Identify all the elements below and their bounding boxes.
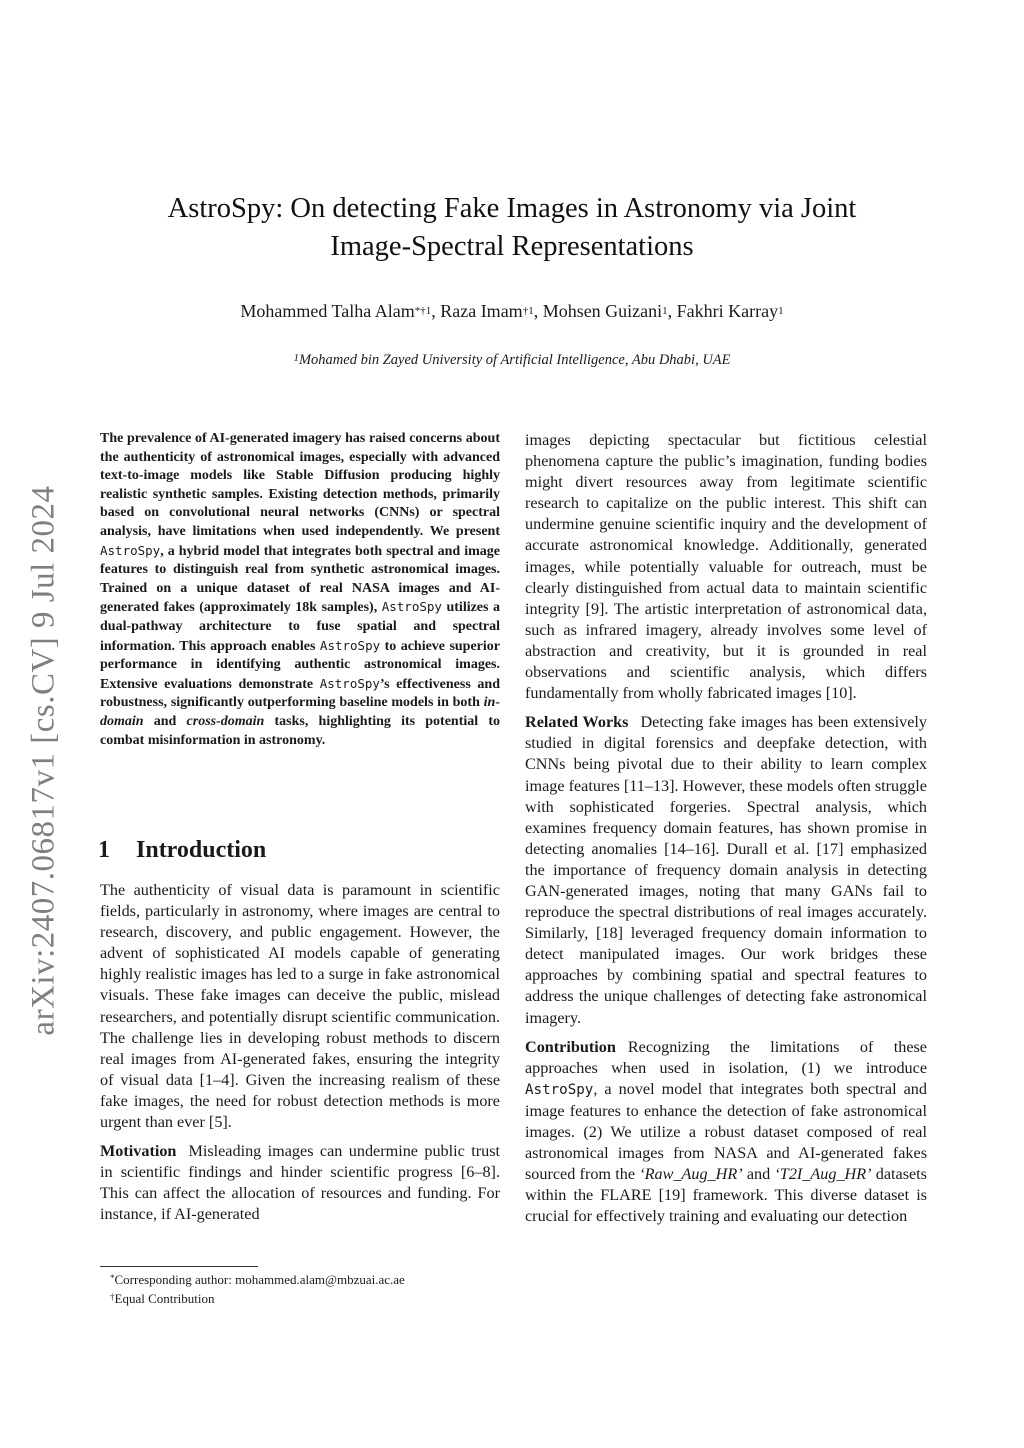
motivation-text: Misleading images can undermine public trust in scientific findings and hinder scientific progress [6–8]. This can affect the allocation of resources and funding. For instance, if AI-generated: [100, 1142, 500, 1224]
model-name: AstroSpy: [525, 1081, 594, 1098]
author-name: Mohammed Talha Alam: [240, 301, 415, 321]
contribution-text: , a novel model that integrates both spectral and image features to enhance the detection of fake astronomical images. (2) We utilize a robust dataset composed of real astronomical images from NASA and AI-generated fakes sourced from the: [525, 1079, 927, 1184]
model-name: AstroSpy: [381, 599, 442, 615]
dataset-name: ‘T2I_Aug_HR’: [774, 1165, 872, 1184]
affiliation: [100, 349, 924, 371]
footnote: [110, 1270, 500, 1289]
abstract-text: ’s effectiveness and robustness, significantly outperforming baseline models in both: [100, 676, 500, 711]
footnote-text: Corresponding author: mohammed.alam@mbzuai.ac.ae: [114, 1272, 405, 1287]
abstract-text: , a hybrid model that integrates both spectral and image features to distinguish real from synthetic astronomical images. Trained on a unique dataset of real NASA images and AI-generated fakes (approximately 18k samples),: [100, 543, 500, 616]
paper-title: [100, 190, 924, 266]
section-title: Introduction: [136, 837, 267, 863]
footnotes: [110, 1270, 500, 1308]
left-column-body: [100, 880, 500, 1234]
motivation-paragraph: [100, 1141, 500, 1225]
abstract-text: tasks, highlighting its potential to combat misinformation in astronomy.: [100, 713, 501, 748]
abstract-text: and: [143, 713, 187, 729]
dataset-name: ‘Raw_Aug_HR’: [639, 1165, 743, 1184]
related-works-paragraph: [525, 712, 927, 1028]
model-name: AstroSpy: [319, 675, 380, 691]
author-name: Fakhri Karray: [676, 301, 779, 321]
footnote-text: Equal Contribution: [114, 1291, 215, 1306]
abstract-emphasis: cross-domain: [186, 713, 265, 729]
author-mark: †1: [522, 305, 534, 317]
title-line-2: Image-Spectral Representations: [330, 231, 694, 262]
contribution-text: and: [742, 1165, 775, 1184]
footnote-mark: †: [110, 1292, 115, 1302]
motivation-heading: Motivation: [100, 1142, 177, 1161]
abstract: [100, 430, 500, 750]
title-line-1: AstroSpy: On detecting Fake Images in Astronomy via Joint: [167, 193, 857, 224]
arxiv-identifier: [16, 460, 72, 1060]
right-column-body: [525, 430, 927, 1235]
author-name: Raza Imam: [440, 301, 523, 321]
affiliation-mark: 1: [293, 352, 299, 364]
footnote: [110, 1289, 500, 1308]
contribution-heading: Contribution: [525, 1037, 616, 1056]
continuation-paragraph: images depicting spectacular but fictitious celestial phenomena capture the public’s imagination, funding bodies might divert resources away from legitimate scientific research to capitalize on the public interest. This shift can undermine genuine scientific inquiry and the development of accurate astronomical knowledge. Additionally, generated images, while potentially valuable for outreach, must be clearly distinguished from actual data to maintain scientific integrity [9]. The artistic interpretation of astronomical data, such as infrared imagery, already involves some level of abstraction and creativity, but it is grounded in real observations and scientific analysis, which differs fundamentally from wholly fabricated images [10].: [525, 431, 927, 703]
model-name: AstroSpy: [319, 637, 381, 653]
author-mark: 1: [778, 305, 784, 317]
contribution-text: datasets within the FLARE [19] framework. This diverse dataset is crucial for effectively training and evaluating our detection: [525, 1165, 927, 1226]
contribution-text: Recognizing the limitations of these approaches when used in isolation, (1) we introduce: [525, 1037, 927, 1077]
author-mark: *†1: [414, 305, 432, 317]
related-works-heading: Related Works: [525, 713, 629, 732]
footnote-rule: [100, 1266, 258, 1267]
section-number: 1: [98, 837, 110, 863]
related-works-text: Detecting fake images has been extensively studied in digital forensics and deepfake detection, with CNNs being pivotal due to their ability to learn complex image features [11–13]. However, these models often struggle with sophisticated forgeries. Spectral analysis, which examines frequency domain features, has shown promise in detecting anomalies [14–16]. Durall et al. [17] emphasized the importance of frequency domain analysis in detecting GAN-generated images, noting that many GANs fail to reproduce the spectral distributions of real images accurately. Similarly, [18] leveraged frequency domain information to detect manipulated images. Our work bridges these approaches by combining spatial and spectral features to address the unique challenges of detecting fake astronomical imagery.: [525, 713, 927, 1027]
footnote-mark: *: [110, 1273, 115, 1283]
author-name: Mohsen Guizani: [542, 301, 663, 321]
abstract-emphasis: in-domain: [100, 695, 500, 729]
author-list: Mohammed Talha Alam$^{*\dagger 1}$, Raza Imam$^{\dagger 1}$, Mohsen Guizani$^1$, Fakhri Karray$^1$: [240, 301, 784, 321]
model-name: AstroSpy: [100, 542, 161, 558]
affiliation-text: Mohamed bin Zayed University of Artificial Intelligence, Abu Dhabi, UAE: [298, 352, 731, 368]
intro-paragraph: The authenticity of visual data is paramount in scientific fields, particularly in astronomy, where images are central to research, discovery, and public engagement. However, the advent of sophisticated AI models capable of generating highly realistic images has led to a surge in fake astronomical visuals. These fake images can deceive the public, mislead researchers, and potentially disrupt scientific communication. The challenge lies in developing robust methods to discern real images from AI-generated fakes, ensuring the integrity of visual data [1–4]. Given the increasing realism of these fake images, the need for robust detection methods is more urgent than ever [5].: [100, 881, 500, 1132]
abstract-text: The prevalence of AI-generated imagery has raised concerns about the authenticity of astronomical images, especially with advanced text-to-image models like Stable Diffusion producing highly realistic synthetic samples. Existing detection methods, primarily based on convolutional neural networks (CNNs) or spectral analysis, have limitations when used independently. We present: [100, 431, 500, 539]
contribution-paragraph: [525, 1037, 927, 1228]
author-mark: 1: [662, 305, 668, 317]
abstract-text: to achieve superior performance in identifying authentic astronomical images. Extensive evaluations demonstrate: [100, 638, 501, 692]
arxiv-identifier-text: arXiv:2407.06817v1 [cs.CV] 9 Jul 2024: [25, 484, 62, 1036]
abstract-text: utilizes a dual-pathway architecture to fuse spatial and spectral information. This approach enables: [100, 600, 500, 654]
section-heading: [98, 834, 266, 866]
